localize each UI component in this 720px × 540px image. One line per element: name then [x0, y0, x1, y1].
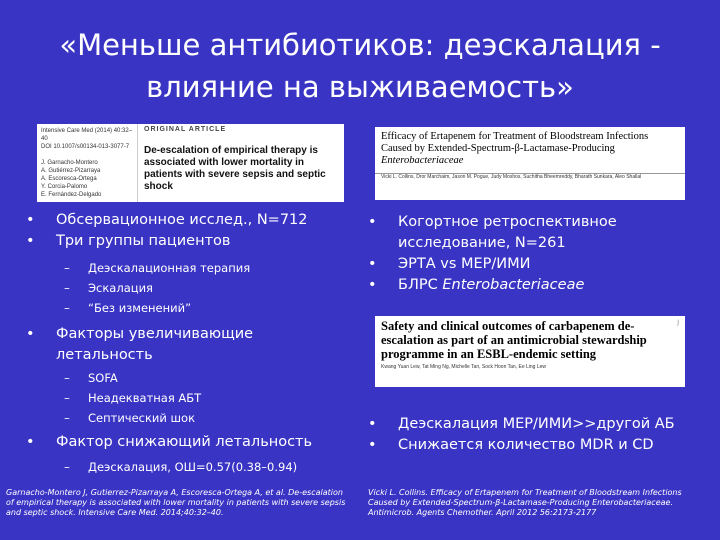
subitem-deescalation: – Деэскалационная терапия — [20, 258, 360, 278]
author-line: J. Garnacho-Montero — [41, 160, 98, 166]
article-title — [375, 127, 685, 171]
subitem-septic-shock: – Септический шок — [20, 408, 360, 428]
left-bullets-mid — [20, 324, 320, 366]
esbl-organism: Enterobacteriaceae — [442, 277, 585, 293]
bullet-cohort-study: • Когортное ретроспективное исследование, N=261 — [362, 212, 702, 254]
bullet-esbl — [362, 275, 702, 296]
article-type: ORIGINAL ARTICLE — [144, 126, 227, 133]
left-subitems-risk — [20, 368, 360, 428]
subitem-escalation: – Эскалация — [20, 278, 360, 298]
reference-right: Vicki L. Collins. Efficacy of Ertapenem for Treatment of Bloodstream Infections Caused by Extended-Spectrum-β-Lactamase-Producing Enterobacteriaceae. Antimicrob. Agents Chemother. April 2012 56:2173-2177 — [368, 488, 682, 517]
subitem-no-change: – “Без изменений” — [20, 298, 360, 318]
article-meta — [37, 124, 137, 202]
esbl-prefix: БЛРС — [398, 277, 443, 293]
article-clip-garnacho — [37, 124, 344, 202]
meta-line: DOI 10.1007/s00134-013-3077-7 — [41, 144, 130, 150]
author-line: Y. Corcia-Palomo — [41, 184, 88, 190]
subitem-deescalation-or: – Деэскалация, ОШ=0.57(0.38–0.94) — [20, 457, 360, 477]
article-authors: Vicki L. Collins, Dror Marchaim, Jason M. Pogue, Judy Moshos, Suchitha Bheemreddy, Bharath Sunkara, Aleo Shallal — [375, 173, 685, 180]
article-title: De-escalation of empirical therapy is associated with lower mortality in patients with severe sepsis and septic shock — [144, 145, 326, 192]
right-bullets-bottom — [362, 414, 707, 456]
left-bullets-top — [20, 210, 360, 318]
bullet-groups: • Три группы пациентов — [20, 231, 360, 252]
author-line: A. Escoresca-Ortega — [41, 176, 97, 182]
left-bullets-bottom — [20, 432, 360, 477]
article-title-text: Efficacy of Ertapenem for Treatment of Bloodstream Infections Caused by Extended-Spectrum-β-Lactamase-Producing — [381, 131, 649, 154]
bullet-protective-factor: • Фактор снижающий летальность — [20, 432, 360, 453]
bullet-erta-vs-mer: • ЭРТА vs МЕР/ИМИ — [362, 254, 702, 275]
subitem-inadequate-abt: – Неадекватная АБТ — [20, 388, 360, 408]
reference-left: Garnacho-Montero J, Gutierrez-Pizarraya A, Escoresca-Ortega A, et al. De-escalation of empirical therapy is associated with lower mortality in patients with severe sepsis and septic shock. Intensive Care Med. 2014;40:32–40. — [6, 488, 346, 517]
bullet-deescalation-mer: • Деэскалация МЕР/ИМИ>>другой АБ — [362, 414, 707, 435]
slide-title: «Меньше антибиотиков: деэскалация - влияние на выживаемость» — [59, 28, 661, 104]
journal-mark: J — [677, 319, 679, 326]
bullet-study: • Обсервационное исслед., N=712 — [20, 210, 360, 231]
article-clip-collins — [375, 127, 685, 200]
subitem-sofa: – SOFA — [20, 368, 360, 388]
article-title-italic: Enterobacteriaceae — [381, 155, 464, 166]
right-bullets-top — [362, 212, 702, 296]
author-line: A. Gutiérrez-Pizarraya — [41, 168, 101, 174]
bullet-mdr-cd: • Снижается количество MDR и CD — [362, 435, 707, 456]
author-line: E. Fernández-Delgado — [41, 192, 102, 198]
meta-line: Intensive Care Med (2014) 40:32–40 — [41, 128, 133, 142]
article-title: Safety and clinical outcomes of carbapenem de-escalation as part of an antimicrobial stewardship programme in an ESBL-endemic setting — [381, 319, 647, 361]
article-clip-lew — [375, 316, 685, 387]
article-authors: Kwang Yuan Lew, Tat Ming Ng, Michelle Tan, Sock Hoon Tan, Ee Ling Lew — [381, 364, 547, 370]
bullet-risk-factors: • Факторы увеличивающие летальность — [20, 324, 320, 366]
